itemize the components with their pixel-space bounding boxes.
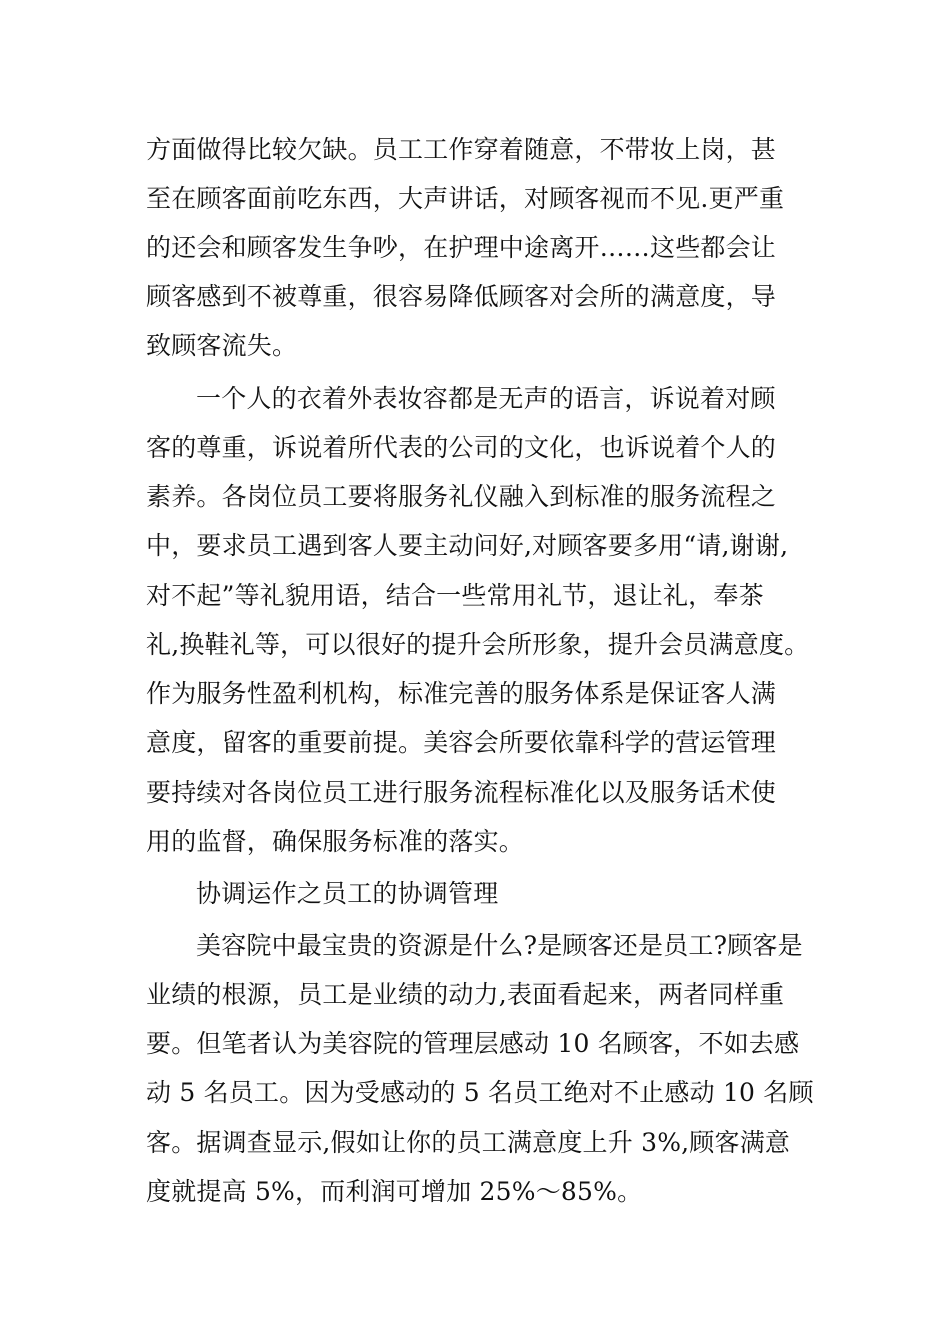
text-line: 动 5 名员工。因为受感动的 5 名员工绝对不止感动 10 名顾: [146, 1078, 814, 1107]
text-line: 方面做得比较欠缺。员工工作穿着随意，不带妆上岗，甚: [146, 135, 777, 164]
text-line: 意度，留客的重要前提。美容会所要依靠科学的营运管理: [146, 728, 777, 757]
text-line: 作为服务性盈利机构，标准完善的服务体系是保证客人满: [146, 679, 777, 708]
text-line: 对不起”等礼貌用语，结合一些常用礼节，退让礼，奉茶: [146, 581, 764, 610]
text-line: 素养。各岗位员工要将服务礼仪融入到标准的服务流程之: [146, 482, 777, 511]
text-line: 顾客感到不被尊重，很容易降低顾客对会所的满意度，导: [146, 282, 777, 311]
text-line: 礼,换鞋礼等，可以很好的提升会所形象，提升会员满意度。: [146, 630, 810, 659]
text-line: 客的尊重，诉说着所代表的公司的文化，也诉说着个人的: [146, 433, 777, 462]
text-line: 要。但笔者认为美容院的管理层感动 10 名顾客，不如去感: [146, 1029, 800, 1058]
paragraph-first-line: 一个人的衣着外表妆容都是无声的语言，诉说着对顾: [196, 384, 776, 413]
text-line: 要持续对各岗位员工进行服务流程标准化以及服务话术使: [146, 778, 777, 807]
text-line: 业绩的根源，员工是业绩的动力,表面看起来，两者同样重: [146, 980, 785, 1009]
text-line: 致顾客流失。: [146, 331, 298, 360]
text-line: 中，要求员工遇到客人要主动问好,对顾客要多用“请,谢谢,: [146, 531, 789, 560]
text-line: 的还会和顾客发生争吵，在护理中途离开……这些都会让: [146, 233, 777, 262]
text-line: 客。据调查显示,假如让你的员工满意度上升 3%,顾客满意: [146, 1128, 791, 1157]
text-line: 至在顾客面前吃东西，大声讲话，对顾客视而不见.更严重: [146, 184, 785, 213]
paragraph-first-line: 美容院中最宝贵的资源是什么?是顾客还是员工?顾客是: [196, 931, 803, 960]
section-heading: 协调运作之员工的协调管理: [196, 879, 499, 908]
text-line: 用的监督，确保服务标准的落实。: [146, 827, 525, 856]
text-line: 度就提高 5%，而利润可增加 25%～85%。: [146, 1177, 643, 1206]
